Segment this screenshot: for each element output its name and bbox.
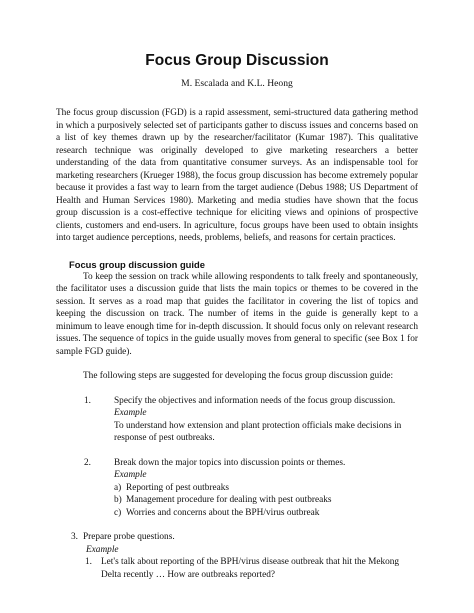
sub-list-item: [114, 494, 418, 507]
example-label: Example: [86, 544, 119, 555]
sub-item-text: Worries and concerns about the BPH/virus outbreak: [126, 507, 320, 518]
step-number: 3.: [71, 532, 78, 542]
step-item-2: [56, 457, 418, 520]
sub-list-item: [85, 556, 418, 581]
guide-paragraph: To keep the session on track while allowing respondents to talk freely and spontaneously, the facilitator uses a discussion guide that lists the main topics or themes to be covered in the session. It serves as a road map that guides the facilitator in covering the list of topics and keeping the discussion on track. The number of items in the guide is generally kept to a minimum to leave enough time for in-depth discussion. It should focus only on relevant research issues. The sequence of topics in the guide usually moves from general to specific (see Box 1 for sample FGD guide).: [56, 271, 418, 357]
step-number: 2.: [84, 457, 91, 468]
step-text: Prepare probe questions.: [83, 532, 175, 542]
step-text: Specify the objectives and information needs of the focus group discussion.: [114, 395, 396, 406]
sub-item-letter: a): [114, 482, 122, 493]
intro-paragraph: The focus group discussion (FGD) is a rapid assessment, semi-structured data gathering method in which a purposively selected set of participants gather to discuss issues and concerns based on a list of key themes drawn up by the researcher/facilitator (Kumar 1987). This qualitative research technique was originally developed to give marketing researchers a better understanding of the data from quantitative consumer surveys. As an indispensable tool for marketing researchers (Krueger 1988), the focus group discussion has become extremely popular because it provides a fast way to learn from the target audience (Debus 1988; US Department of Health and Human Services 1980). Marketing and media studies have shown that the focus group discussion is a cost-effective technique for eliciting views and opinions of prospective clients, customers and end-users. In agriculture, focus groups have been used to obtain insights into target audience perceptions, needs, problems, beliefs, and reasons for certain practices.: [56, 108, 418, 243]
sub-item-text: Management procedure for dealing with pest outbreaks: [126, 495, 332, 505]
sub-item-letter: c): [114, 507, 122, 518]
sub-list-item: [114, 482, 418, 495]
example-label: Example: [114, 408, 147, 418]
sub-item-text: Reporting of pest outbreaks: [126, 482, 230, 493]
sub-item-text: Let's talk about reporting of the BPH/virus disease outbreak that hit the Mekong Delta recently … How are outbreaks reported?: [101, 557, 400, 580]
sub-list-item: [114, 507, 418, 520]
step-number: 1.: [84, 395, 91, 406]
sub-item-letter: b): [114, 495, 122, 505]
document-authors: M. Escalada and K.L. Heong: [181, 78, 293, 89]
steps-intro-paragraph: The following steps are suggested for developing the focus group discussion guide:: [83, 371, 394, 381]
example-label: Example: [114, 470, 147, 480]
section-heading-guide: Focus group discussion guide: [69, 258, 205, 270]
sub-item-number: 1.: [85, 557, 92, 567]
example-text: To understand how extension and plant protection officials make decisions in response of pest outbreaks.: [114, 420, 402, 443]
step-item-3: [56, 531, 418, 581]
step-item-1: [56, 395, 418, 445]
document-title: Focus Group Discussion: [145, 52, 329, 69]
step-text: Break down the major topics into discussion points or themes.: [114, 457, 346, 468]
